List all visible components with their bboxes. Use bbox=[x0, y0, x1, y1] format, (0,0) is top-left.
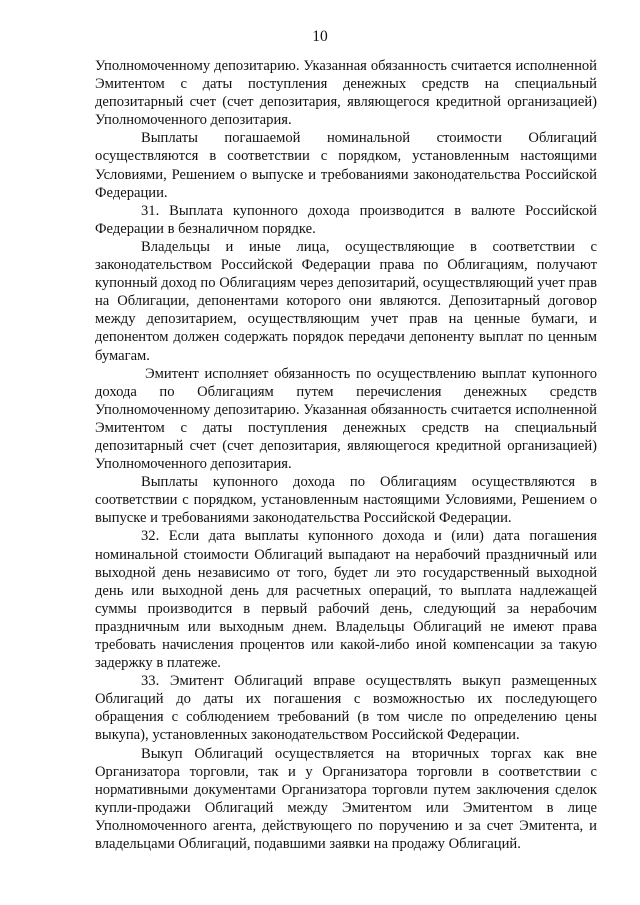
page-number: 10 bbox=[312, 28, 328, 45]
paragraph-continuation-depositary: Уполномоченному депозитарию. Указанная обязанность считается исполненной Эмитентом с даты поступления денежных средств на специальный депозитарный счет (счет депозитария, являющегося кредитной организацией) Уполномоченного депозитария. bbox=[95, 58, 597, 129]
paragraph-31-coupon-currency: 31. Выплата купонного дохода производится в валюте Российской Федерации в безналичном порядке. bbox=[95, 202, 597, 237]
paragraph-coupon-payments: Выплаты купонного дохода по Облигациям осуществляются в соответствии с порядком, установленным настоящими Условиями, Решением о выпуске и требованиями законодательства Российской Федерации. bbox=[95, 474, 597, 527]
paragraph-32-holiday-payments: 32. Если дата выплаты купонного дохода и (или) дата погашения номинальной стоимости Облигаций выпадают на нерабочий праздничный или выходной день независимо от того, будет ли это государственный выходной день или выходной день для расчетных операций, то выплата надлежащей суммы производится в первый рабочий день, следующий за нерабочим праздничным или выходным днем. Владельцы Облигаций не имеют права требовать начисления процентов или какой-либо иной компенсации за такую задержку в платеже. bbox=[95, 528, 597, 672]
document-body bbox=[95, 57, 597, 853]
paragraph-33-buyback: 33. Эмитент Облигаций вправе осуществлять выкуп размещенных Облигаций до даты их погашения с возможностью их последующего обращения с соблюдением требований (в том числе по определению цены выкупа), установленных законодательством Российской Федерации. bbox=[95, 673, 597, 744]
paragraph-holders-coupon: Владельцы и иные лица, осуществляющие в соответствии с законодательством Российской Федерации права по Облигациям, получают купонный доход по Облигациям через депозитарий, осуществляющий учет прав на Облигации, депонентами которого они являются. Депозитарный договор между депозитарием, осуществляющим учет прав на ценные бумаги, и депонентом должен содержать порядок передачи депоненту выплат по ценным бумагам. bbox=[95, 238, 597, 364]
paragraph-buyback-procedure: Выкуп Облигаций осуществляется на вторичных торгах как вне Организатора торговли, так и у Организатора торговли в соответствии с нормативными документами Организатора торговли путем заключения сделок купли-продажи Облигаций между Эмитентом или Эмитентом в лице Уполномоченного агента, действующего по поручению и за счет Эмитента, и владельцами Облигаций, подавшими заявки на продажу Облигаций. bbox=[95, 745, 597, 853]
paragraph-nominal-payments: Выплаты погашаемой номинальной стоимости Облигаций осуществляются в соответствии с порядком, установленным настоящими Условиями, Решением о выпуске и требованиями законодательства Российской Федерации. bbox=[95, 130, 597, 201]
paragraph-issuer-coupon-obligation: Эмитент исполняет обязанность по осуществлению выплат купонного дохода по Облигациям путем перечисления денежных средств Уполномоченному депозитарию. Указанная обязанность считается исполненной Эмитентом с даты поступления денежных средств на специальный депозитарный счет (счет депозитария, являющегося кредитной организацией) Уполномоченного депозитария. bbox=[95, 365, 597, 473]
